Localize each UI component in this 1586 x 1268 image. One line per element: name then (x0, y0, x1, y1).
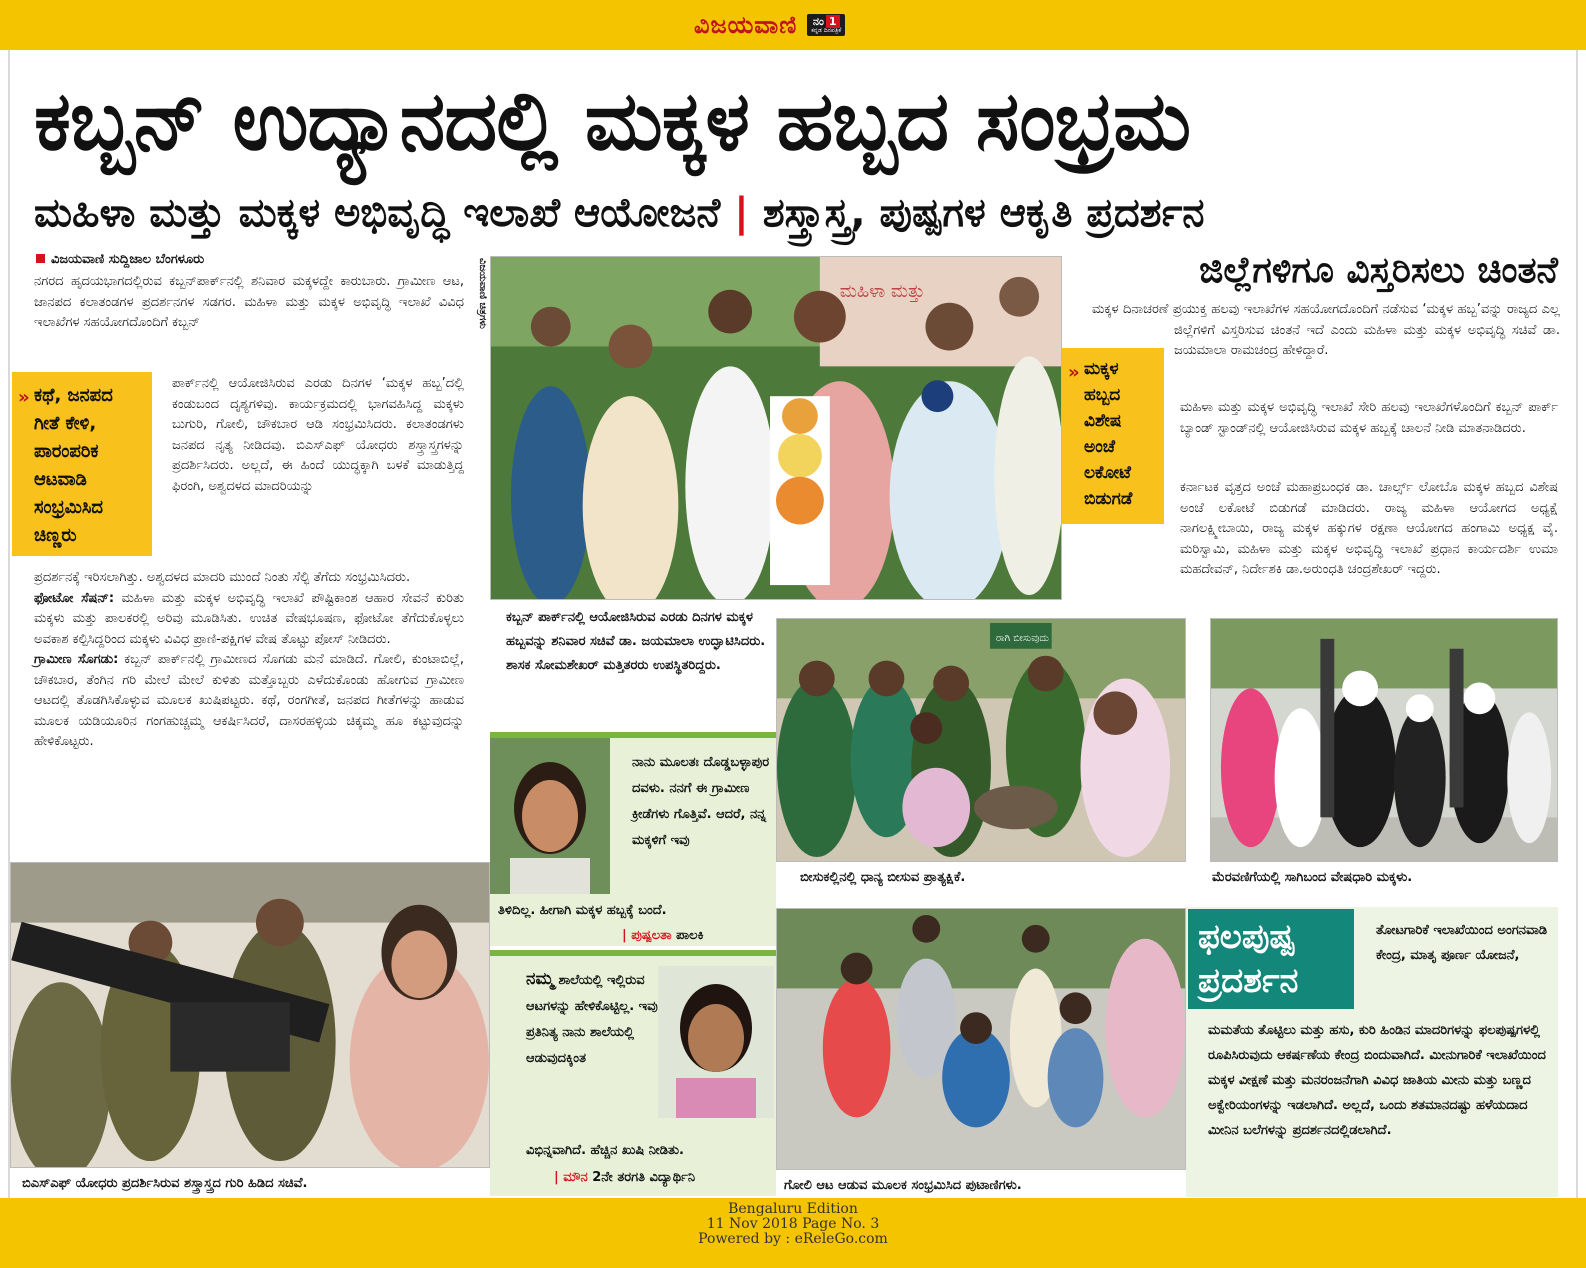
flower-show-title (1188, 909, 1354, 1009)
article-right-mid (1180, 398, 1558, 439)
callout-text: ಮಕ್ಕಳ ಹಬ್ಬದ ವಿಶೇಷ ಅಂಚೆ ಲಕೋಟೆ ಬಿಡುಗಡೆ (1084, 359, 1133, 509)
subheading: ಗ್ರಾಮೀಣ ಸೊಗಡು: (34, 652, 119, 667)
portrait-parent (490, 738, 610, 894)
flower-title-line2: ಪ್ರದರ್ಶನ (1198, 961, 1299, 1001)
photo-bsf-weapon (10, 862, 490, 1168)
quote-signature (554, 1170, 695, 1185)
article-paragraph: ನಗರದ ಹೃದಯಭಾಗದಲ್ಲಿರುವ ಕಬ್ಬನ್‌ಪಾರ್ಕ್‌ನಲ್ಲಿ ಶನಿವಾರ ಮಕ್ಕಳದ್ದೇ ಕಾರುಬಾರು. ಗ್ರಾಮೀಣ ಆಟ, ಜಾನಪದ ಕಲಾತಂಡಗಳ ಪ್ರದರ್ಶನಗಳ ಸಡಗರ. ಮಹಿಳಾ ಮತ್ತು ಮಕ್ಕಳ ಅಭಿವೃದ್ಧಿ ಇಲಾಖೆ ವಿವಿಧ ಇಲಾಖೆಗಳ ಸಹಯೋಗದೊಂದಿಗೆ ಕಬ್ಬನ್ (34, 274, 464, 330)
quote-name: ಮೌನ (563, 1170, 588, 1185)
article-paragraph: ಕರ್ನಾಟಕ ವೃತ್ತದ ಅಂಚೆ ಮಹಾಪ್ರಬಂಧಕ ಡಾ. ಚಾರ್ಲ್ಸ್ ಲೋಬೊ ಮಕ್ಕಳ ಹಬ್ಬದ ವಿಶೇಷ ಅಂಚೆ ಲಕೋಟೆ ಬಿಡುಗಡೆ ಮಾಡಿದರು. ರಾಜ್ಯ ಮಹಿಳಾ ಆಯೋಗದ ಅಧ್ಯಕ್ಷೆ ನಾಗಲಕ್ಷ್ಮೀಬಾಯಿ, ರಾಜ್ಯ ಮಕ್ಕಳ ಹಕ್ಕುಗಳ ರಕ್ಷಣಾ ಆಯೋಗದ ಹಂಗಾಮಿ ಅಧ್ಯಕ್ಷ ವೈ. ಮರಿಸ್ವಾಮಿ, ಮಹಿಳಾ ಮತ್ತು ಮಕ್ಕಳ ಅಭಿವೃದ್ಧಿ ಇಲಾಖೆ ಪ್ರಧಾನ ಕಾರ್ಯದರ್ಶಿ ಉಮಾ ಮಹದೇವನ್, ನಿರ್ದೇಶಕಿ ಡಾ.ಅರುಂಧತಿ ಚಂದ್ರಶೇಖರ್ ಇದ್ದರು. (1180, 480, 1558, 577)
subhead-separator: | (734, 190, 749, 236)
secondary-headline: ಜಿಲ್ಲೆಗಳಿಗೂ ವಿಸ್ತರಿಸಲು ಚಿಂತನೆ (1199, 250, 1558, 291)
photo-credit: ವಿಜಯವಾಣಿ ಚಿತ್ರಗಳು (477, 258, 488, 329)
quote-text (526, 966, 666, 1072)
main-photo-caption: ಕಬ್ಬನ್ ಪಾರ್ಕ್‌ನಲ್ಲಿ ಆಯೋಜಿಸಿರುವ ಎರಡು ದಿನಗಳ ಮಕ್ಕಳ ಹಬ್ಬವನ್ನು ಶನಿವಾರ ಸಚಿವೆ ಡಾ. ಜಯಮಾಲಾ ಉದ್ಘಾಟಿಸಿದರು. ಶಾಸಕ ಸೋಮಶೇಖರ್ ಮತ್ತಿತರರು ಉಪಸ್ಥಿತರಿದ್ದರು. (506, 610, 766, 673)
subhead-left: ಮಹಿಳಾ ಮತ್ತು ಮಕ್ಕಳ ಅಭಿವೃದ್ಧಿ ಇಲಾಖೆ ಆಯೋಜನೆ (34, 190, 721, 236)
quote-body: ಶಾಲೆಯಲ್ಲಿ ಇಲ್ಲಿರುವ ಆಟಗಳನ್ನು ಹೇಳಿಕೊಟ್ಟಿಲ್ಲ. ಇವು ಪ್ರತಿನಿತ್ಯ ನಾನು ಶಾಲೆಯಲ್ಲಿ ಆಡುವುದಕ್ಕಿಂತ (526, 973, 658, 1066)
article-paragraph: ಪಾರ್ಕ್‌ನಲ್ಲಿ ಆಯೋಜಿಸಿರುವ ಎರಡು ದಿನಗಳ ‘ಮಕ್ಕಳ ಹಬ್ಬ’ದಲ್ಲಿ ಕಂಡುಬಂದ ದೃಶ್ಯಗಳಿವು. ಕಾರ್ಯಕ್ರಮದಲ್ಲಿ ಭಾಗವಹಿಸಿದ್ದ ಮಕ್ಕಳು ಬುಗುರಿ, ಗೋಲಿ, ಚೌಕಬಾರ ಆಡಿ ಸಂಭ್ರಮಿಸಿದರು. ಕಲಾತಂಡಗಳು ಜನಪದ ನೃತ್ಯ ನೀಡಿದವು. ಬಿಎಸ್‌ಎಫ್ ಯೋಧರು ಶಸ್ತ್ರಾಸ್ತ್ರಗಳನ್ನು ಪ್ರದರ್ಶಿಸಿದರು. ಅಲ್ಲದೆ, ಈ ಹಿಂದೆ ಯುದ್ಧಕ್ಕಾಗಿ ಬಳಕೆ ಮಾಡುತ್ತಿದ್ದ ಫಿರಂಗಿ, ಅಶ್ವದಳದ ಮಾದರಿಯನ್ನು (172, 376, 464, 494)
article-paragraph: ಪ್ರದರ್ಶನಕ್ಕೆ ಇರಿಸಲಾಗಿತ್ತು. ಅಶ್ವದಳದ ಮಾದರಿ ಮುಂದೆ ನಿಂತು ಸೆಲ್ಫಿ ತೆಗೆದು ಸಂಭ್ರಮಿಸಿದರು. (34, 570, 411, 585)
footer-powered: Powered by : eReleGo.com (698, 1231, 888, 1247)
article-paragraph: ಮಕ್ಕಳ ದಿನಾಚರಣೆ ಪ್ರಯುಕ್ತ ಹಲವು ಇಲಾಖೆಗಳ ಸಹಯೋಗದೊಂದಿಗೆ ನಡೆಸುವ ‘ಮಕ್ಕಳ ಹಬ್ಬ’ವನ್ನು ರಾಜ್ಯದ ಎಲ್ಲ ಜಿಲ್ಲೆಗಳಿಗೆ ವಿಸ್ತರಿಸುವ ಚಿಂತನೆ ಇದೆ ಎಂದು ಮಹಿಳಾ ಮತ್ತು ಮಕ್ಕಳ ಅಭಿವೃದ್ಧಿ ಸಚಿವೆ ಡಾ. ಜಯಮಾಲಾ ರಾಮಚಂದ್ರ ಹೇಳಿದ್ದಾರೆ. (1092, 302, 1560, 358)
caption-bsf: ಬಿಎಸ್‌ಎಫ್ ಯೋಧರು ಪ್ರದರ್ಶಿಸಿರುವ ಶಸ್ತ್ರಾಸ್ತ್ರದ ಗುರಿ ಹಿಡಿದ ಸಚಿವೆ. (22, 1176, 308, 1191)
caption-procession: ಮೆರವಣಿಗೆಯಲ್ಲಿ ಸಾಗಿಬಂದ ವೇಷಧಾರಿ ಮಕ್ಕಳು. (1212, 870, 1413, 885)
badge-sub: ಕನ್ನಡ ದಿನಪತ್ರಿಕೆ (811, 26, 842, 34)
photo-procession (1210, 618, 1558, 862)
quote-name: ಪುಷ್ಪಲತಾ (631, 928, 672, 943)
flower-show-text-b: ಮಮತೆಯ ತೊಟ್ಟಿಲು ಮತ್ತು ಹಸು, ಕುರಿ ಹಿಂಡಿನ ಮಾದರಿಗಳನ್ನು ಫಲಪುಷ್ಪಗಳಲ್ಲಿ ರೂಪಿಸಿರುವುದು ಆಕರ್ಷಣೆಯ ಕೇಂದ್ರ ಬಿಂದುವಾಗಿದೆ. ಮೀನುಗಾರಿಕೆ ಇಲಾಖೆಯಿಂದ ಮಕ್ಕಳ ವೀಕ್ಷಣೆ ಮತ್ತು ಮನರಂಜನೆಗಾಗಿ ವಿವಿಧ ಜಾತಿಯ ಮೀನು ಮತ್ತು ಬಣ್ಣದ ಅಕ್ವೇರಿಯಂಗಳನ್ನು ಇಡಲಾಗಿದೆ. ಅಲ್ಲದೆ, ಒಂದು ಶತಮಾನದಷ್ಟು ಹಳೆಯದಾದ ಮೀನಿನ ಬಲೆಗಳನ್ನು ಪ್ರದರ್ಶನದಲ್ಲಿಡಲಾಗಿದೆ. (1208, 1023, 1546, 1138)
caption-grinding: ಬೀಸುಕಲ್ಲಿನಲ್ಲಿ ಧಾನ್ಯ ಬೀಸುವ ಪ್ರಾತ್ಯಕ್ಷಿಕೆ. (800, 870, 966, 885)
badge-number: 1 (826, 15, 840, 28)
quote-box-child (490, 950, 776, 1196)
subheading: ಫೋಟೋ ಸೆಷನ್: (34, 590, 115, 606)
main-photo-inauguration (490, 256, 1062, 600)
callout-box-left (12, 372, 152, 556)
quote-box-parent (490, 732, 776, 946)
article-left-continue (172, 374, 464, 497)
quote-mark: | (554, 1170, 559, 1185)
main-headline: ಕಬ್ಬನ್ ಉದ್ಯಾನದಲ್ಲಿ ಮಕ್ಕಳ ಹಬ್ಬದ ಸಂಭ್ರಮ (34, 74, 1191, 169)
quote-tail: ವಿಭಿನ್ನವಾಗಿದೆ. ಹೆಚ್ಚಿನ ಖುಷಿ ನೀಡಿತು. (526, 1143, 684, 1158)
arrow-icon: » (1068, 362, 1080, 383)
article-paragraph: ಮಹಿಳಾ ಮತ್ತು ಮಕ್ಕಳ ಅಭಿವೃದ್ಧಿ ಇಲಾಖೆ ಸೇರಿ ಹಲವು ಇಲಾಖೆಗಳೊಂದಿಗೆ ಕಬ್ಬನ್ ಪಾರ್ಕ್ ಬ್ಯಾಂಡ್ ಸ್ಟಾಂಡ್‌ನಲ್ಲಿ ಆಯೋಜಿಸಿರುವ ಮಕ್ಕಳ ಹಬ್ಬಕ್ಕೆ ಚಾಲನೆ ನೀಡಿ ಮಾತನಾಡಿದರು. (1180, 400, 1558, 436)
number-one-badge (807, 14, 845, 37)
article-right-top (1092, 300, 1560, 362)
quote-mark: | (622, 928, 627, 943)
flower-show-text-a: ತೋಟಗಾರಿಕೆ ಇಲಾಖೆಯಿಂದ ಅಂಗನವಾಡಿ ಕೇಂದ್ರ, ಮಾತೃ ಪೂರ್ಣ ಯೋಜನೆ, (1376, 923, 1548, 963)
footer-text (0, 1198, 1586, 1247)
badge-prefix: ನಂ (812, 14, 824, 28)
portrait-child (658, 966, 774, 1118)
quote-tail: ತಿಳಿದಿಲ್ಲ. ಹೀಗಾಗಿ ಮಕ್ಕಳ ಹಬ್ಬಕ್ಕೆ ಬಂದೆ. (498, 903, 667, 918)
byline (36, 252, 204, 267)
quote-role: 2ನೇ ತರಗತಿ ವಿದ್ಯಾರ್ಥಿನಿ (592, 1170, 696, 1185)
banner-text: ಮಹಿಳಾ ಮತ್ತು (839, 280, 925, 302)
article-left-intro (34, 272, 464, 334)
photo-grinding-stone (776, 618, 1186, 862)
quote-lead: ನಮ್ಮ (526, 969, 554, 989)
newspaper-logo: ವಿಜಯವಾಣಿ (694, 11, 798, 39)
sign-board-text: ರಾಗಿ ಬೀಸುವುದು (995, 632, 1049, 644)
article-paragraph: ಮಹಿಳಾ ಮತ್ತು ಮಕ್ಕಳ ಅಭಿವೃದ್ಧಿ ಇಲಾಖೆ ಪೌಷ್ಟಿಕಾಂಶ ಆಹಾರ ಸೇವನೆ ಕುರಿತು ಮಕ್ಕಳು ಮತ್ತು ಪಾಲಕರಲ್ಲಿ ಅರಿವು ಮೂಡಿಸಿತು. ಉಚಿತ ವೇಷಭೂಷಣ, ಫೋಟೋ ತೆಗೆದುಕೊಳ್ಳಲು ಅವಕಾಶ ಕಲ್ಪಿಸಿದ್ದರಿಂದ ಮಕ್ಕಳು ವಿವಿಧ ಪ್ರಾಣಿ-ಪಕ್ಷಿಗಳ ವೇಷ ತೊಟ್ಟು ಪೋಸ್ ನೀಡಿದರು. (34, 590, 464, 647)
masthead (694, 8, 845, 42)
quote-text: ನಾನು ಮೂಲತಃ ದೊಡ್ಡಬಳ್ಳಾಪುರ ದವಳು. ನನಗೆ ಈ ಗ್ರಾಮೀಣ ಕ್ರೀಡೆಗಳು ಗೊತ್ತಿವೆ. ಆದರೆ, ನನ್ನ ಮಕ್ಕಳಿಗೆ ಇವು (632, 755, 770, 848)
article-right-p3a (1180, 478, 1558, 581)
footer-date: 11 Nov 2018 Page No. 3 (706, 1216, 880, 1232)
article-left-body (34, 568, 464, 753)
byline-text: ವಿಜಯವಾಣಿ ಸುದ್ದಿಜಾಲ ಬೆಂಗಳೂರು (51, 252, 205, 267)
quote-signature (622, 928, 704, 943)
callout-text: ಕಥೆ, ಜನಪದ ಗೀತೆ ಕೇಳಿ, ಪಾರಂಪರಿಕ ಆಟವಾಡಿ ಸಂಭ್ರಮಿಸಿದ ಚಿಣ್ಣರು (34, 385, 113, 546)
subhead-right: ಶಸ್ತ್ರಾಸ್ತ್ರ, ಪುಷ್ಪಗಳ ಆಕೃತಿ ಪ್ರದರ್ಶನ (762, 190, 1205, 236)
caption-marbles: ಗೋಲಿ ಆಟ ಆಡುವ ಮೂಲಕ ಸಂಭ್ರಮಿಸಿದ ಪುಟಾಣಿಗಳು. (784, 1178, 1022, 1193)
callout-box-right (1062, 348, 1164, 524)
photo-marbles (776, 908, 1186, 1170)
flower-title-line1: ಫಲಪುಷ್ಪ (1198, 917, 1296, 957)
footer-edition: Bengaluru Edition (728, 1201, 858, 1217)
sub-headline (34, 188, 1554, 238)
article-paragraph: ಕಬ್ಬನ್ ಪಾರ್ಕ್‌ನಲ್ಲಿ ಗ್ರಾಮೀಣದ ಸೊಗಡು ಮನೆ ಮಾಡಿದೆ. ಗೋಲಿ, ಕುಂಟಾಬಿಲ್ಲೆ, ಚೌಕಬಾರ, ತೆಂಗಿನ ಗರಿ ಮೇಲೆ ಮೇಲೆ ಕುಳಿತು ಮತ್ತೊಬ್ಬರು ಎಳೆದುಕೊಂಡು ಹೋಗುವ ಗ್ರಾಮೀಣ ಆಟದಲ್ಲಿ ತೊಡಗಿಸಿಕೊಳ್ಳುವ ಮೂಲಕ ಖುಷಿಪಟ್ಟರು. ಕಥೆ, ರಂಗಗೀತೆ, ಜನಪದ ಗೀತೆಗಳನ್ನು ಹಾಡುವ ಮೂಲಕ ಯಡಿಯೂರಿನ ಗಂಗಹುಚ್ಚಮ್ಮ ಆಕರ್ಷಿಸಿದರೆ, ದಾಸರಹಳ್ಳಿಯ ಚಿಕ್ಕಮ್ಮ ಹೂ ಕಟ್ಟುವುದನ್ನು ಹೇಳಿಕೊಟ್ಟರು. (34, 652, 464, 749)
quote-role: ಪಾಲಕಿ (676, 928, 704, 943)
arrow-icon: » (18, 387, 30, 408)
byline-square-icon (36, 254, 45, 263)
